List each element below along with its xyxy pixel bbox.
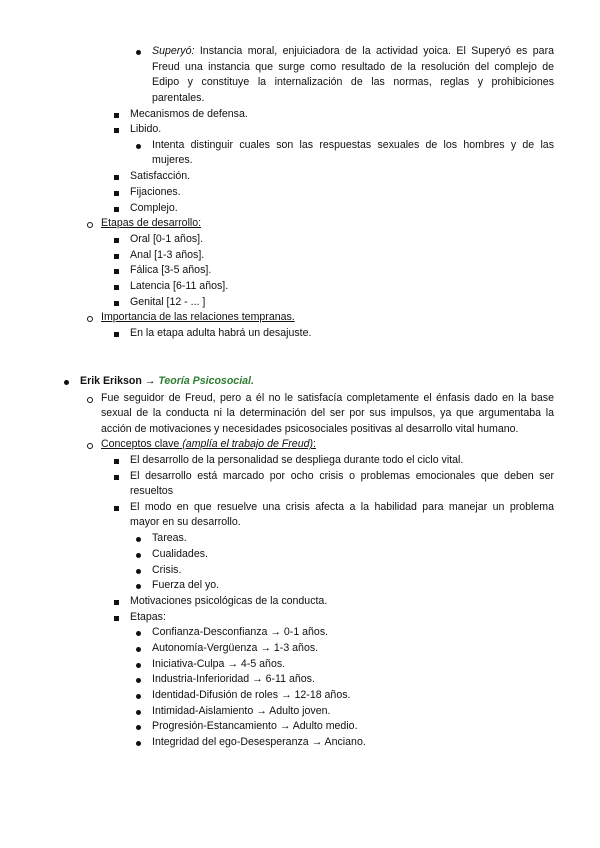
concepto-2-line-2: resueltos (130, 485, 173, 497)
relaciones-item: En la etapa adulta habrá un desajuste. (130, 327, 312, 339)
item-fijaciones: Fijaciones. (130, 186, 181, 198)
bullet-dot-icon (136, 741, 141, 746)
conceptos-label: Conceptos clave (101, 438, 180, 450)
concepto-4: Motivaciones psicológicas de la conducta. (130, 595, 328, 607)
bullet-dot-icon (136, 144, 141, 149)
etapas-heading: Etapas de desarrollo: (101, 217, 202, 229)
bullet-square-icon (114, 113, 119, 118)
erikson-heading (80, 374, 254, 390)
etapa-falica: Fálica [3-5 años]. (130, 264, 212, 276)
erikson-etapa-3: Iniciativa-Culpa → 4-5 años. (152, 658, 286, 670)
superyo-line-1 (152, 44, 554, 60)
erikson-etapa-8: Integridad del ego-Desesperanza → Anciano. (152, 736, 366, 748)
bullet-dot-icon (136, 537, 141, 542)
concepto-2-line-1: El desarrollo está marcado por ocho crisis o problemas emocionales que deben ser (130, 470, 554, 482)
libido-sub-line-1: Intenta distinguir cuales son las respuestas sexuales de los hombres y de las (152, 139, 554, 151)
bullet-square-icon (114, 506, 119, 511)
bullet-dot-icon (136, 678, 141, 683)
bullet-dot-icon (136, 631, 141, 636)
arrow-icon: → (144, 375, 156, 387)
superyo-line-2: Freud una instancia que surge como resultado de la resolución del complejo de (152, 61, 554, 73)
bullet-dot-icon (136, 725, 141, 730)
erikson-etapa-6: Intimidad-Aislamiento → Adulto joven. (152, 705, 331, 717)
bullet-square-icon (114, 254, 119, 259)
etapa-genital: Genital [12 - ... ] (130, 296, 206, 308)
bullet-dot-icon (136, 569, 141, 574)
concepto-3-line-1: El modo en que resuelve una crisis afecta a la habilidad para manejar un problema (130, 501, 554, 513)
bullet-square-icon (114, 207, 119, 212)
bullet-dot-icon (136, 553, 141, 558)
bullet-dot-icon (136, 584, 141, 589)
erikson-intro-2: sexual de la conducta ni la determinación del ser por sus impulsos, ya que argumentaba la (101, 407, 554, 419)
item-complejo: Complejo. (130, 202, 178, 214)
concepto-3-item-crisis: Crisis. (152, 564, 182, 576)
conceptos-heading (101, 437, 316, 453)
erikson-etapa-7: Progresión-Estancamiento → Adulto medio. (152, 720, 358, 732)
superyo-text-1: Instancia moral, enjuiciadora de la actividad yoica. El Superyó es para (199, 45, 554, 57)
item-satisfaccion: Satisfacción. (130, 170, 191, 182)
erikson-etapa-4: Industria-Inferioridad → 6-11 años. (152, 673, 315, 685)
superyo-line-3: Edipo y constituye la internalización de las normas, reglas y prohibiciones (152, 76, 554, 88)
superyo-label: Superyó: (152, 45, 195, 57)
erikson-theory: Teoría Psicosocial. (158, 375, 254, 387)
erikson-etapa-2: Autonomía-Vergüenza → 1-3 años. (152, 642, 319, 654)
bullet-circle-icon (87, 316, 93, 322)
bullet-square-icon (114, 238, 119, 243)
erikson-intro-1: Fue seguidor de Freud, pero a él no le satisfacía completamente el énfasis dado en la base (101, 392, 554, 404)
bullet-dot-icon (64, 380, 69, 385)
bullet-square-icon (114, 301, 119, 306)
bullet-square-icon (114, 459, 119, 464)
conceptos-note: (amplía el trabajo de Freud) (182, 438, 314, 450)
bullet-square-icon (114, 175, 119, 180)
concepto-3-item-cualidades: Cualidades. (152, 548, 208, 560)
bullet-square-icon (114, 269, 119, 274)
conceptos-colon: : (313, 438, 316, 450)
item-mecanismos: Mecanismos de defensa. (130, 108, 248, 120)
bullet-square-icon (114, 475, 119, 480)
superyo-line-4: parentales. (152, 92, 205, 104)
item-libido: Libido. (130, 123, 162, 135)
bullet-square-icon (114, 600, 119, 605)
bullet-dot-icon (136, 50, 141, 55)
etapa-latencia: Latencia [6-11 años]. (130, 280, 229, 292)
bullet-square-icon (114, 191, 119, 196)
relaciones-heading: Importancia de las relaciones tempranas. (101, 311, 295, 323)
bullet-dot-icon (136, 710, 141, 715)
etapa-oral: Oral [0-1 años]. (130, 233, 204, 245)
bullet-square-icon (114, 128, 119, 133)
bullet-square-icon (114, 285, 119, 290)
bullet-circle-icon (87, 443, 93, 449)
bullet-dot-icon (136, 647, 141, 652)
concepto-1: El desarrollo de la personalidad se despliega durante todo el ciclo vital. (130, 454, 464, 466)
erikson-etapa-5: Identidad-Difusión de roles → 12-18 años. (152, 689, 351, 701)
concepto-3-line-2: mayor en su desarrollo. (130, 516, 241, 528)
libido-sub-line-2: mujeres. (152, 154, 193, 166)
etapa-anal: Anal [1-3 años]. (130, 249, 205, 261)
bullet-square-icon (114, 332, 119, 337)
erikson-etapa-1: Confianza-Desconfianza → 0-1 años. (152, 626, 329, 638)
concepto-5-etapas: Etapas: (130, 611, 166, 623)
bullet-circle-icon (87, 397, 93, 403)
bullet-square-icon (114, 616, 119, 621)
erikson-intro-3: acción de motivaciones y necesidades psicosociales positivas al desarrollo vital humano. (101, 423, 519, 435)
bullet-dot-icon (136, 694, 141, 699)
bullet-dot-icon (136, 663, 141, 668)
erikson-name: Erik Erikson (80, 375, 142, 387)
concepto-3-item-fuerza: Fuerza del yo. (152, 579, 220, 591)
concepto-3-item-tareas: Tareas. (152, 532, 187, 544)
bullet-circle-icon (87, 222, 93, 228)
